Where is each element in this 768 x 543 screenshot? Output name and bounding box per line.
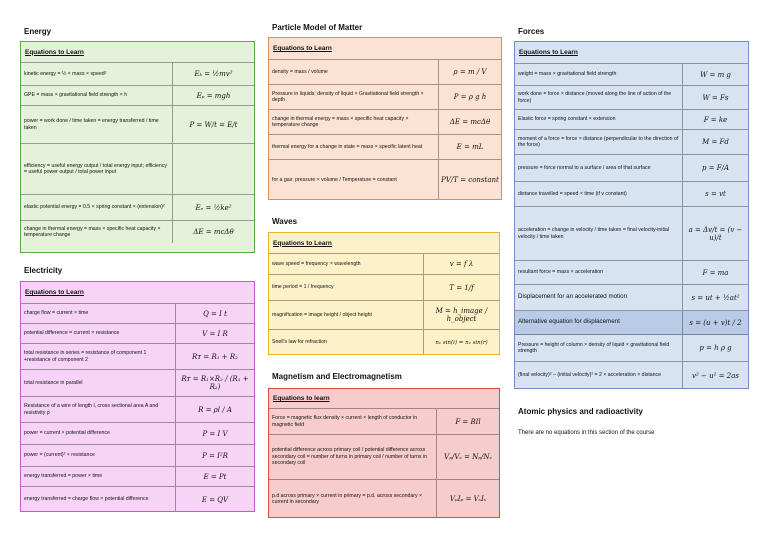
table-row [21, 344, 254, 370]
equation-words: Resistance of a wire of length l, cross sectional area A and resistivity ρ [21, 397, 176, 422]
magnetism-box [268, 388, 500, 518]
equation-symbol: F = BIl [455, 417, 481, 426]
equation-words: power = current × potential difference [21, 423, 176, 444]
table-row [21, 86, 254, 106]
atomic-title: Atomic physics and radioactivity [518, 407, 643, 416]
equation-words: p.d across primary × current in primary = p.d. across secondary × current in secondary [269, 480, 437, 518]
equation-words: wave speed = frequency × wavelength [269, 254, 424, 274]
energy-box [20, 41, 255, 253]
forces-box [514, 41, 749, 389]
equation-words: energy transferred = power × time [21, 467, 176, 486]
equation-symbol: W = m g [700, 70, 731, 79]
equation-symbol: P = I V [202, 429, 228, 438]
table-row [515, 362, 748, 389]
table-row [21, 423, 254, 445]
equation-words: GPE = mass × gravitational field strength × h [21, 86, 173, 105]
particle-title: Particle Model of Matter [272, 23, 363, 32]
equation-symbol: T = 1/f [449, 283, 474, 292]
forces-title: Forces [518, 27, 545, 36]
equation-symbol: s = (u + v)t / 2 [689, 318, 742, 327]
equation-words: Alternative equation for displacement [515, 311, 683, 334]
equation-symbol: n₁ sin(i) = n₂ sin(r) [435, 339, 488, 346]
equation-symbol: Eₑ = ½ke² [195, 203, 232, 212]
equation-symbol: Vₚ/Vₛ = Nₚ/Nₛ [444, 453, 492, 461]
equation-words: magnification = image height / object height [269, 301, 424, 329]
equation-words: for a gas: pressure × volume / Temperature = constant [269, 160, 439, 200]
equation-symbol: VₚIₚ = VₛIₛ [449, 495, 487, 503]
equation-symbol: M = h_image / h_object [435, 307, 488, 323]
particle-header: Equations to Learn [269, 38, 501, 60]
table-row [515, 311, 748, 335]
equation-symbol: PV/T = constant [441, 176, 499, 184]
equation-words: energy transferred = charge flow × potential difference [21, 487, 176, 512]
table-row [515, 207, 748, 261]
equation-symbol: E = mL [456, 143, 484, 151]
equation-symbol: Rᴛ = R₁ + R₂ [192, 352, 238, 361]
table-row [269, 435, 499, 480]
equation-words: Elastic force = spring constant × extension [515, 110, 683, 129]
equation-words: Pressure in liquids: density of liquid × Gravitational field strength × depth [269, 85, 439, 109]
equation-symbol: Rᴛ = R₁×R₂ / (R₁ + R₂) [181, 375, 249, 391]
equation-symbol: p = F/A [701, 164, 730, 172]
table-row [269, 275, 499, 301]
equation-words: work done = force × distance (moved along the line of action of the force) [515, 86, 683, 109]
particle-box [268, 37, 502, 200]
equation-words: resultant force = mass × acceleration [515, 261, 683, 284]
equation-symbol: v² − u² = 2as [692, 371, 739, 380]
table-row [269, 85, 501, 110]
equation-symbol: M = Fd [702, 138, 729, 146]
table-row [21, 106, 254, 144]
equation-symbol: E = QV [201, 495, 229, 504]
electricity-title: Electricity [24, 266, 63, 275]
energy-title: Energy [24, 27, 52, 36]
equation-words: total resistance in parallel [21, 370, 176, 396]
equation-words: Pressure = height of column × density of liquid × gravitational field strength [515, 335, 683, 361]
equation-words: Displacement for an accelerated motion [515, 285, 683, 310]
table-row [269, 409, 499, 435]
equation-words: pressure = force normal to a surface / area of that surface [515, 155, 683, 181]
table-row [269, 60, 501, 85]
equation-words: total resistance in series = resistance of component 1 +resistance of component 2 [21, 344, 176, 369]
table-row [515, 261, 748, 285]
equation-words: acceleration = change in velocity / time taken = final velocity-initial velocity / time taken [515, 207, 683, 260]
electricity-box [20, 281, 255, 512]
equation-symbol: P = W/t = E/t [189, 120, 238, 129]
table-row [21, 304, 254, 324]
equation-symbol: F = ma [702, 268, 729, 277]
table-row [21, 370, 254, 397]
magnetism-title: Magnetism and Electromagnetism [272, 372, 402, 381]
equation-symbol: P = I²R [202, 451, 228, 460]
equation-symbol: p = h ρ g [699, 344, 732, 352]
table-row [269, 160, 501, 200]
table-row [515, 64, 748, 86]
table-row [21, 445, 254, 467]
equation-words: elastic potential energy = 0.5 × spring constant × (extension)² [21, 195, 173, 220]
table-row [515, 182, 748, 207]
equation-words: potential difference across primary coil / potential difference across secondary coil = number of turns in primary coil / number of turns in secondary coil [269, 435, 437, 479]
table-row [515, 155, 748, 182]
waves-header: Equations to Learn [269, 233, 499, 254]
equation-words: weight = mass × gravitational field strength [515, 64, 683, 85]
table-row [515, 335, 748, 362]
table-row [21, 195, 254, 221]
equation-symbol: ΔE = mcΔθ [193, 228, 234, 236]
equation-symbol: s = ut + ½at² [691, 293, 740, 302]
electricity-header: Equations to Learn [21, 282, 254, 304]
equation-words: kinetic energy = ½ × mass × speed² [21, 63, 173, 85]
table-row [269, 254, 499, 275]
table-row [269, 135, 501, 160]
table-row [269, 480, 499, 518]
table-row [21, 467, 254, 487]
equation-words: density = mass / volume [269, 60, 439, 84]
equation-symbol: Q = I t [203, 309, 227, 318]
table-row [21, 487, 254, 512]
equation-symbol: E = Pt [203, 472, 227, 481]
table-row [515, 285, 748, 311]
waves-box [268, 232, 500, 355]
equation-symbol: P = ρ g h [453, 93, 487, 101]
table-row [515, 86, 748, 110]
table-row [21, 63, 254, 86]
equation-symbol: Eₖ = ½mv² [194, 70, 233, 78]
equation-symbol: F = ke [703, 115, 728, 124]
table-row [21, 397, 254, 423]
magnetism-header: Equations to learn [269, 389, 499, 409]
equation-words: power = (current)² × resistance [21, 445, 176, 466]
equation-words: (final velocity)² − (initial velocity)² = 2 × acceleration × distance [515, 362, 683, 389]
equation-words: thermal energy for a change in state = mass × specific latent heat [269, 135, 439, 159]
equation-words: change in thermal energy = mass × specific heat capacity × temperature change [21, 221, 173, 243]
equation-words: time period = 1 / frequency [269, 275, 424, 300]
table-row [515, 110, 748, 130]
equation-words: moment of a force = force × distance (perpendicular to the direction of the force) [515, 130, 683, 154]
equation-symbol: W = Fs [702, 93, 729, 102]
equation-symbol: ΔE = mcΔθ [449, 118, 491, 126]
equation-words: charge flow = current × time [21, 304, 176, 323]
atomic-note: There are no equations in this section of the course [518, 430, 655, 436]
table-row [269, 330, 499, 355]
table-row [21, 144, 254, 195]
equation-symbol: ρ = m / V [453, 68, 487, 76]
forces-header: Equations to Learn [515, 42, 748, 64]
equation-words: power = work done / time taken = energy transferred / time taken [21, 106, 173, 143]
equation-words: distance travelled = speed × time (if v constant) [515, 182, 683, 206]
equation-symbol: V = I R [202, 329, 228, 338]
equation-symbol: v = f λ [449, 260, 474, 268]
equation-symbol: s = vt [705, 190, 726, 198]
table-row [21, 324, 254, 344]
equation-words: efficiency = useful energy output / total energy input; efficiency = useful power output / total power input [21, 144, 173, 194]
table-row [515, 130, 748, 155]
equation-symbol: a = Δv/t = (v − u)/t [688, 225, 743, 242]
table-row [269, 110, 501, 135]
table-row [21, 221, 254, 243]
equation-words: potential difference = current × resistance [21, 324, 176, 343]
equation-words: Force = magnetic flux density × current × length of conductor in magnetic field [269, 409, 437, 434]
table-row [269, 301, 499, 330]
waves-title: Waves [272, 217, 298, 226]
equation-symbol: R = ρl / A [198, 405, 232, 414]
equation-words: change in thermal energy = mass × specific heat capacity × temperature change [269, 110, 439, 134]
equation-symbol: Eₚ = mgh [196, 91, 231, 100]
equation-symbol [173, 144, 254, 194]
equation-words: Snell's law for refraction [269, 330, 424, 355]
energy-header: Equations to Learn [21, 42, 254, 63]
